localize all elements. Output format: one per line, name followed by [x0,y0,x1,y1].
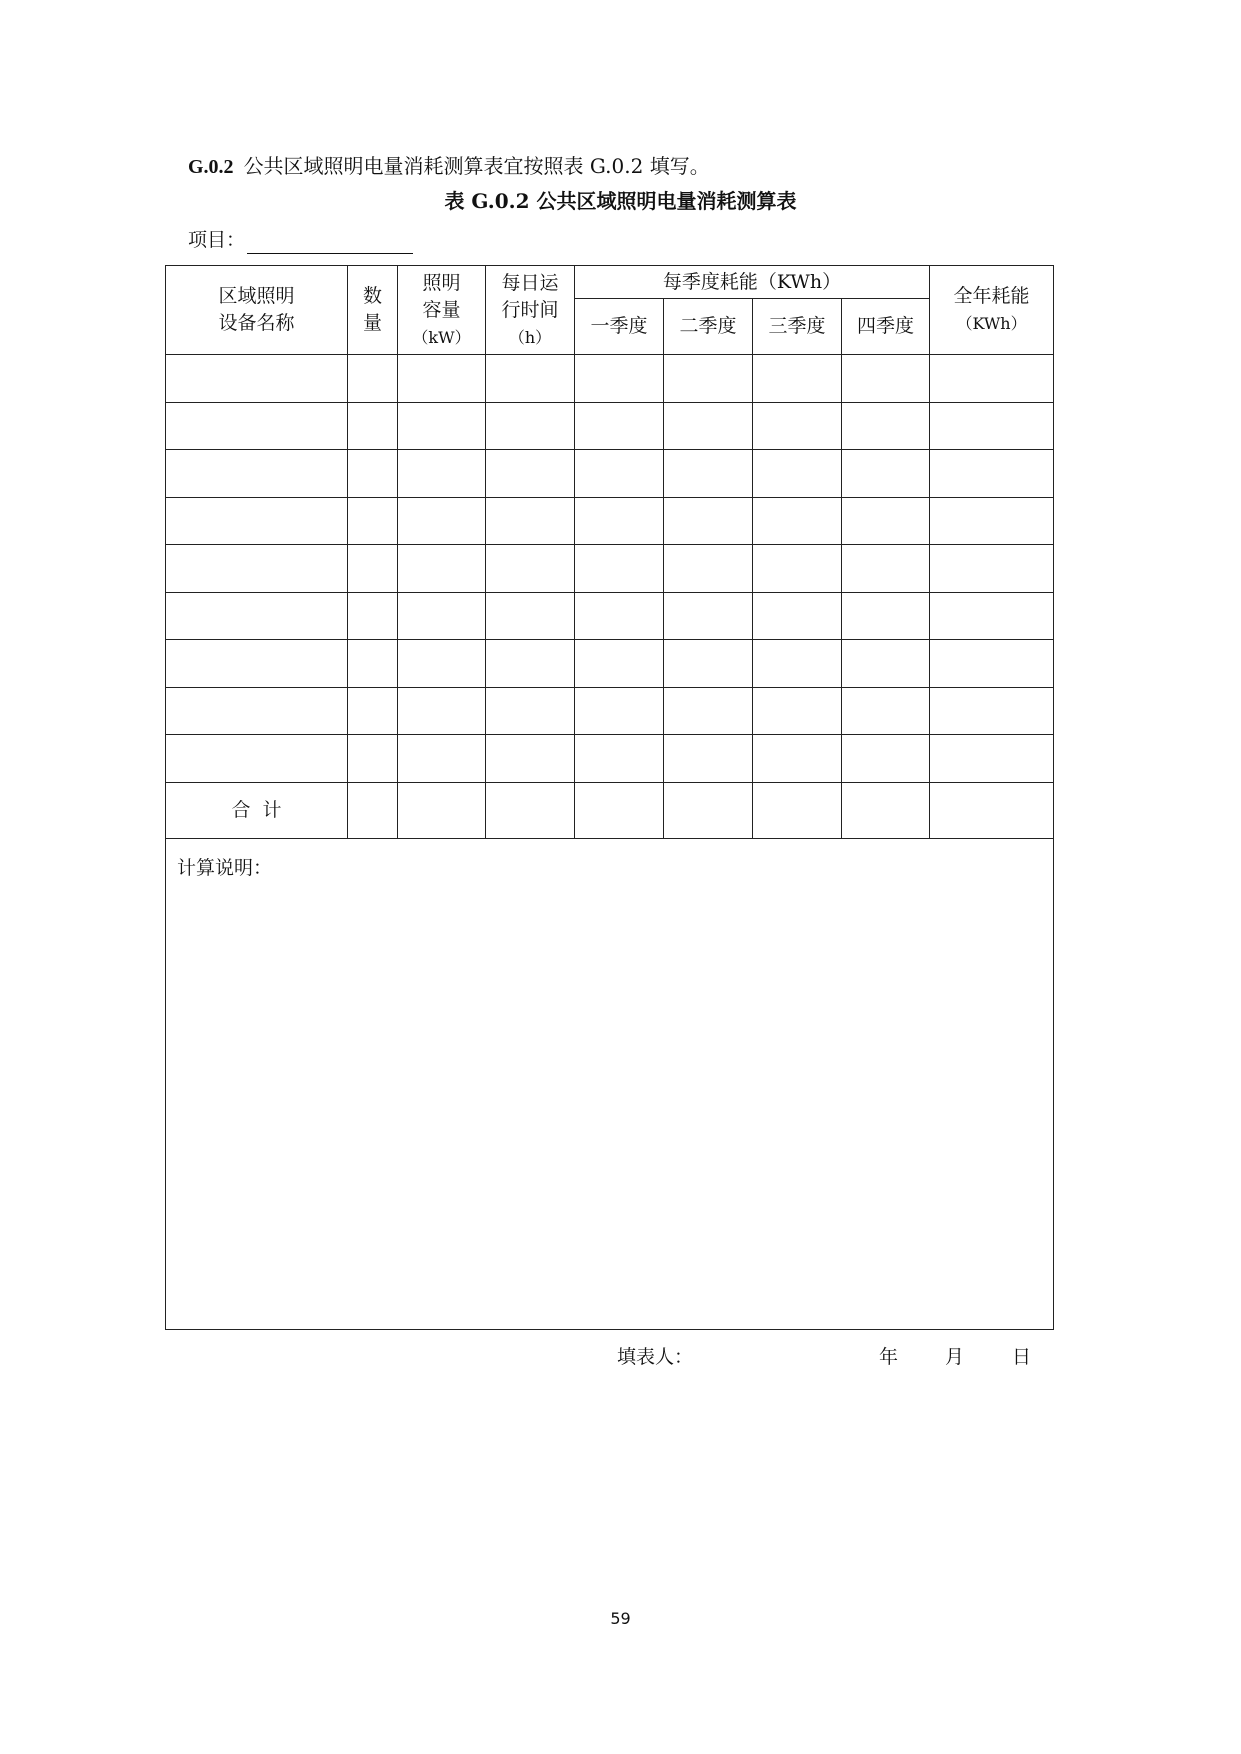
table-cell[interactable] [753,592,842,640]
notes-row [166,838,1054,1329]
data-rows [166,355,1054,783]
table-cell[interactable] [842,735,930,783]
table-cell[interactable] [398,592,486,640]
clause-text: 公共区域照明电量消耗测算表宜按照表 G.0.2 填写。 [243,154,710,178]
header-device-name [166,266,348,355]
table-cell[interactable] [166,355,348,403]
table-cell[interactable] [930,735,1054,783]
table-cell[interactable] [348,687,398,735]
header-capacity-line2: 容量 [422,298,461,321]
table-cell[interactable] [166,497,348,545]
table-cell[interactable] [398,687,486,735]
header-q1: 一季度 [575,299,664,355]
notes-label: 计算说明： [177,856,273,879]
table-cell[interactable] [486,640,575,688]
table-cell[interactable] [664,355,753,403]
total-label [166,782,348,838]
table-cell[interactable] [930,545,1054,593]
header-capacity [398,266,486,355]
page-number: 59 [610,1609,631,1628]
table-cell[interactable] [664,592,753,640]
table-cell[interactable] [348,355,398,403]
table-title: 表 G.0.2 公共区域照明电量消耗测算表 [444,189,797,213]
project-field [188,226,413,254]
table-cell[interactable] [398,735,486,783]
table-cell[interactable] [398,450,486,498]
table-cell[interactable] [842,450,930,498]
date-day: 日 [1012,1346,1032,1368]
table-row [166,450,1054,498]
table-cell[interactable] [348,640,398,688]
table-cell[interactable] [486,355,575,403]
table-cell[interactable] [348,450,398,498]
total-label-text: 合 计 [231,798,282,821]
table-cell[interactable] [575,497,664,545]
table-cell[interactable] [575,450,664,498]
header-capacity-unit: （kW） [412,327,471,347]
table-cell[interactable] [753,402,842,450]
table-row [166,355,1054,403]
table-cell[interactable] [575,355,664,403]
table-cell[interactable] [842,640,930,688]
table-cell[interactable] [753,545,842,593]
table-cell[interactable] [664,450,753,498]
project-label: 项目： [188,229,246,251]
table-cell[interactable] [930,450,1054,498]
table-cell[interactable] [486,687,575,735]
table-cell[interactable] [486,592,575,640]
table-cell[interactable] [842,687,930,735]
table-cell[interactable] [664,497,753,545]
header-quantity [348,266,398,355]
table-cell[interactable] [166,402,348,450]
table-cell[interactable] [486,450,575,498]
header-annual-line1: 全年耗能 [953,285,1030,307]
header-device-name-line2: 设备名称 [218,312,295,334]
table-cell[interactable] [930,640,1054,688]
table-cell[interactable] [486,402,575,450]
header-annual [930,266,1054,355]
clause-heading [188,152,710,181]
table-cell[interactable] [664,687,753,735]
header-quantity-line1: 数 [362,285,382,307]
date-month: 月 [945,1346,965,1368]
header-runtime-line2: 行时间 [501,298,559,321]
notes-cell[interactable] [166,838,1054,1329]
table-cell[interactable] [166,640,348,688]
header-annual-unit: （KWh） [956,314,1027,333]
table-cell[interactable] [486,735,575,783]
header-q2: 二季度 [664,299,753,355]
table-cell[interactable] [930,592,1054,640]
table-cell[interactable] [664,640,753,688]
table-cell[interactable] [166,735,348,783]
table-cell[interactable] [575,640,664,688]
header-runtime [486,266,575,355]
total-cell[interactable] [842,782,930,838]
table-row [166,687,1054,735]
table-cell[interactable] [348,735,398,783]
header-q3: 三季度 [753,299,842,355]
table-cell[interactable] [753,355,842,403]
table-cell[interactable] [575,687,664,735]
total-cell[interactable] [486,782,575,838]
table-cell[interactable] [842,545,930,593]
table-cell[interactable] [575,592,664,640]
table-cell[interactable] [398,545,486,593]
table-row [166,402,1054,450]
table-cell[interactable] [930,402,1054,450]
table-cell[interactable] [842,497,930,545]
table-cell[interactable] [486,497,575,545]
filler-label: 填表人： [617,1346,694,1368]
header-quarterly-group: 每季度耗能（KWh） [575,266,930,299]
table-cell[interactable] [348,497,398,545]
table-cell[interactable] [166,545,348,593]
date-year: 年 [879,1346,899,1368]
table-cell[interactable] [842,355,930,403]
header-capacity-line1: 照明 [422,271,461,294]
table-cell[interactable] [753,497,842,545]
table-cell[interactable] [753,735,842,783]
table-row [166,640,1054,688]
lighting-energy-table [165,265,1054,1330]
table-cell[interactable] [753,640,842,688]
table-cell[interactable] [348,592,398,640]
total-cell[interactable] [753,782,842,838]
table-cell[interactable] [664,402,753,450]
table-cell[interactable] [753,450,842,498]
header-quantity-line2: 量 [362,312,382,334]
table-cell[interactable] [348,545,398,593]
table-cell[interactable] [166,592,348,640]
table-cell[interactable] [930,687,1054,735]
total-row [166,782,1054,838]
table-cell[interactable] [166,687,348,735]
table-cell[interactable] [398,497,486,545]
table-row [166,735,1054,783]
header-device-name-line1: 区域照明 [218,285,295,307]
table-cell[interactable] [664,735,753,783]
table-cell[interactable] [930,497,1054,545]
header-q4: 四季度 [842,299,930,355]
total-cell[interactable] [348,782,398,838]
table-cell[interactable] [575,402,664,450]
table-row [166,592,1054,640]
header-row-1 [166,266,1054,299]
table-cell[interactable] [842,592,930,640]
table-row [166,497,1054,545]
total-cell[interactable] [930,782,1054,838]
table-cell[interactable] [664,545,753,593]
project-blank-line[interactable] [247,233,413,254]
table-cell[interactable] [753,687,842,735]
table-cell[interactable] [575,735,664,783]
table-cell[interactable] [575,545,664,593]
table-cell[interactable] [930,355,1054,403]
table-cell[interactable] [166,450,348,498]
table-row [166,545,1054,593]
total-cell[interactable] [575,782,664,838]
total-cell[interactable] [664,782,753,838]
table-cell[interactable] [398,402,486,450]
table-cell[interactable] [398,355,486,403]
clause-number: G.0.2 [188,156,234,178]
table-cell[interactable] [842,402,930,450]
table-cell[interactable] [348,402,398,450]
header-runtime-line1: 每日运 [501,271,559,294]
header-runtime-unit: （h） [508,327,552,347]
table-cell[interactable] [398,640,486,688]
table-cell[interactable] [486,545,575,593]
total-cell[interactable] [398,782,486,838]
